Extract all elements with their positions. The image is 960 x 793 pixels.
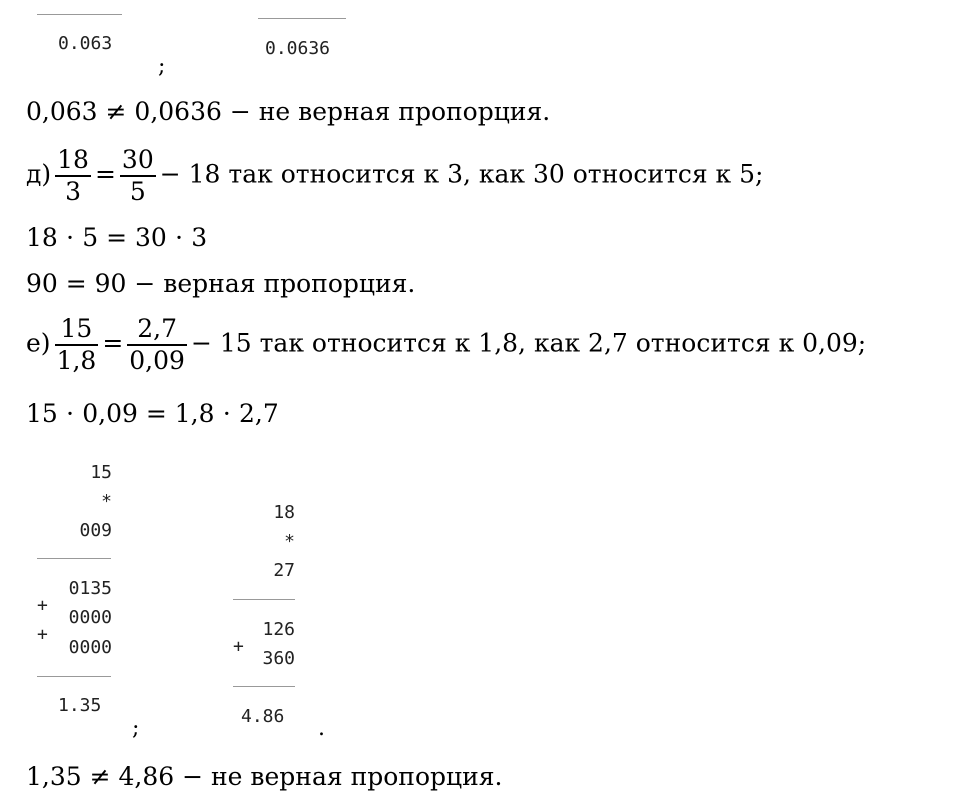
statement-line-d2: 90 = 90 − верная пропорция. [26, 269, 416, 298]
calc1-plus-1: + [37, 595, 48, 616]
calc-result-top-2: 0.0636 [265, 38, 331, 59]
denominator: 3 [65, 177, 82, 206]
statement-line-e1: 15 ⋅ 0,09 = 1,8 ⋅ 2,7 [26, 399, 279, 428]
proportion-text-e: − 15 так относится к 1,8, как 2,7 относится к 0,09; [190, 328, 867, 358]
calc1-multiplier: 009 [79, 520, 112, 541]
fraction-30-5 [120, 145, 156, 207]
calc-result-top-1: 0.063 [58, 33, 113, 54]
prefix-e: е) [26, 328, 51, 358]
equals-sign: = [94, 159, 116, 189]
semicolon-top: ; [158, 54, 166, 79]
calc1-partial-1: 0135 [68, 578, 112, 599]
calc2-partial-1: 126 [262, 619, 295, 640]
calc1-partial-2: 0000 [68, 607, 112, 628]
numerator: 18 [55, 145, 91, 177]
calc1-operator: * [101, 491, 112, 512]
calc2-line-1 [233, 599, 295, 600]
numerator: 30 [120, 145, 156, 177]
fraction-15-1-8 [55, 314, 99, 376]
denominator: 5 [129, 177, 146, 206]
calc2-line-2 [233, 686, 295, 687]
calc2-plus: + [233, 636, 244, 657]
statement-line-1: 0,063 ≠ 0,0636 − не верная пропорция. [26, 97, 551, 126]
calc1-line-1 [37, 558, 111, 559]
calc2-multiplier: 27 [273, 560, 295, 581]
statement-line-d1: 18 ⋅ 5 = 30 ⋅ 3 [26, 223, 208, 252]
proportion-d [26, 145, 763, 207]
calc2-multiplicand: 18 [273, 502, 295, 523]
calc2-operator: * [284, 531, 295, 552]
calc-line-top-1 [37, 14, 122, 15]
calc2-result: 4.86 [241, 706, 285, 727]
fraction-2-7-0-09 [127, 314, 187, 376]
calc2-period: . [318, 716, 325, 741]
numerator: 2,7 [127, 314, 187, 346]
calc2-partial-2: 360 [262, 648, 295, 669]
calc1-multiplicand: 15 [90, 462, 112, 483]
proportion-text-d: − 18 так относится к 3, как 30 относится к 5; [159, 159, 764, 189]
calc1-result: 1.35 [58, 695, 102, 716]
equals-sign: = [102, 328, 124, 358]
calc1-partial-3: 0000 [68, 637, 112, 658]
calc1-semicolon: ; [132, 716, 140, 741]
denominator: 1,8 [56, 346, 97, 375]
proportion-e [26, 314, 866, 376]
denominator: 0,09 [129, 346, 185, 375]
fraction-18-3 [55, 145, 91, 207]
calc1-plus-2: + [37, 624, 48, 645]
numerator: 15 [55, 314, 99, 346]
prefix-d: д) [26, 159, 52, 189]
calc-line-top-2 [258, 18, 346, 19]
statement-final: 1,35 ≠ 4,86 − не верная пропорция. [26, 762, 503, 791]
calc1-line-2 [37, 676, 111, 677]
